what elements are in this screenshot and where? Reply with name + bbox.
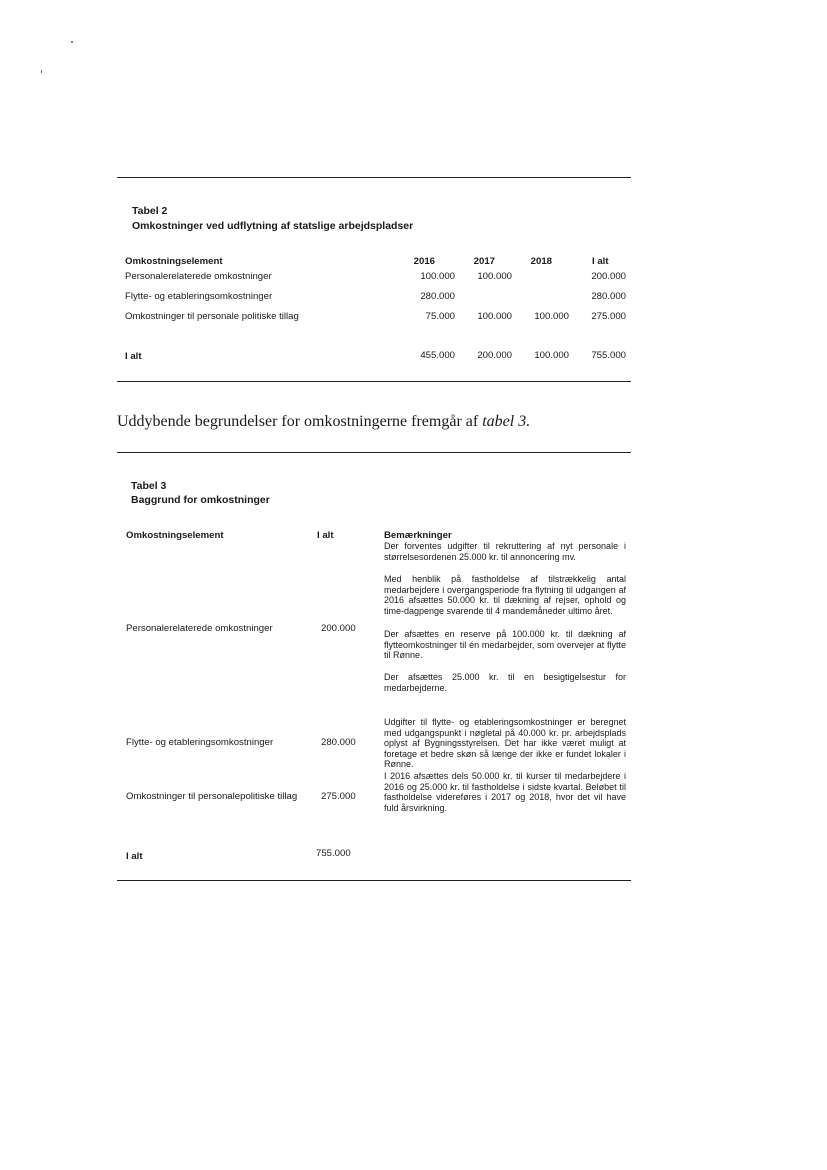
intro-table-ref: tabel 3. — [482, 413, 531, 430]
table3-row-label: Personalerelaterede omkostninger — [126, 623, 273, 634]
intro-paragraph — [117, 413, 530, 431]
table3-header-remarks: Bemærkninger — [384, 530, 452, 541]
table3-row-total: 280.000 — [321, 737, 356, 748]
table2-total-cell: 100.000 — [534, 350, 569, 361]
table2-total-cell: 455.000 — [420, 350, 455, 361]
table3-caption: Tabel 3 — [131, 480, 167, 492]
table2-row-label: Flytte- og etableringsomkostninger — [125, 291, 273, 302]
table2-title: Omkostninger ved udflytning af statslige arbejdspladser — [132, 220, 414, 232]
table2-header-2016: 2016 — [413, 256, 435, 267]
table2-cell: 100.000 — [477, 271, 512, 282]
table3-total-label: I alt — [126, 851, 143, 862]
table2-header-2017: 2017 — [473, 256, 495, 267]
table3-header-element: Omkostningselement — [126, 530, 224, 541]
table2-header-element: Omkostningselement — [125, 256, 223, 267]
table3-header-total: I alt — [317, 530, 334, 541]
table2-row-label: Personalerelaterede omkostninger — [125, 271, 272, 282]
table2-cell: 280.000 — [591, 291, 626, 302]
table2-cell: 280.000 — [420, 291, 455, 302]
table3-row-total: 275.000 — [321, 791, 356, 802]
table3-remark: I 2016 afsættes dels 50.000 kr. til kurser til medarbejdere i 2016 og 25.000 kr. til fastholdelse i sidste kvartal. Beløbet til fastholdelse videreføres i 2017 og 2018, hvor det vil have fuld årsvirkning. — [384, 771, 626, 813]
table3-bottom-rule — [117, 880, 631, 881]
table3-title: Baggrund for omkostninger — [131, 494, 270, 506]
table2-cell: 100.000 — [420, 271, 455, 282]
table3-remark: Med henblik på fastholdelse af tilstrækkelig antal medarbejdere i overgangsperiode fra flytning til udgangen af 2016 afsættes 50.000 kr. til dækning af rejser, ophold og time-dagpenge svarende til 4 mandemåneder ultimo året. — [384, 574, 626, 616]
table2-cell: 200.000 — [591, 271, 626, 282]
table2-caption: Tabel 2 — [132, 205, 168, 217]
table2-cell: 100.000 — [477, 311, 512, 322]
scan-speck — [41, 70, 42, 73]
table3-remark: Der afsættes en reserve på 100.000 kr. til dækning af flytteomkostninger til én medarbejder, som overvejer at flytte til Rønne. — [384, 629, 626, 661]
table2-total-cell: 755.000 — [591, 350, 626, 361]
table2-cell: 75.000 — [425, 311, 455, 322]
table2-bottom-rule — [117, 381, 631, 382]
table2-total-cell: 200.000 — [477, 350, 512, 361]
table2-header-2018: 2018 — [530, 256, 552, 267]
table3-total-value: 755.000 — [316, 848, 351, 859]
table3-row-label: Flytte- og etableringsomkostninger — [126, 737, 274, 748]
table3-remark: Udgifter til flytte- og etableringsomkostninger er beregnet med udgangspunkt i nøgletal på 40.000 kr. pr. arbejdsplads oplyst af Bygningsstyrelsen. Det har ikke været muligt at foretage et bedre skøn så længe der ikke er fundet lokaler i Rønne. — [384, 717, 626, 770]
table2-total-label: I alt — [125, 351, 142, 362]
intro-text: Uddybende begrundelser for omkostningerne fremgår af — [117, 413, 483, 430]
table3-top-rule — [117, 452, 631, 453]
scan-speck — [71, 41, 73, 43]
table3-row-total: 200.000 — [321, 623, 356, 634]
table3-remark: Der afsættes 25.000 kr. til en besigtigelsestur for medarbejderne. — [384, 672, 626, 693]
table3-row-label: Omkostninger til personalepolitiske tillag — [126, 791, 298, 802]
table3-remark: Der forventes udgifter til rekruttering af nyt personale i størrelsesordenen 25.000 kr. til annoncering mv. — [384, 541, 626, 562]
table2-top-rule — [117, 177, 631, 178]
table2-row-label: Omkostninger til personale politiske tillag — [125, 311, 299, 322]
table2-cell: 275.000 — [591, 311, 626, 322]
table2-header-total: I alt — [592, 256, 609, 267]
table2-cell: 100.000 — [534, 311, 569, 322]
